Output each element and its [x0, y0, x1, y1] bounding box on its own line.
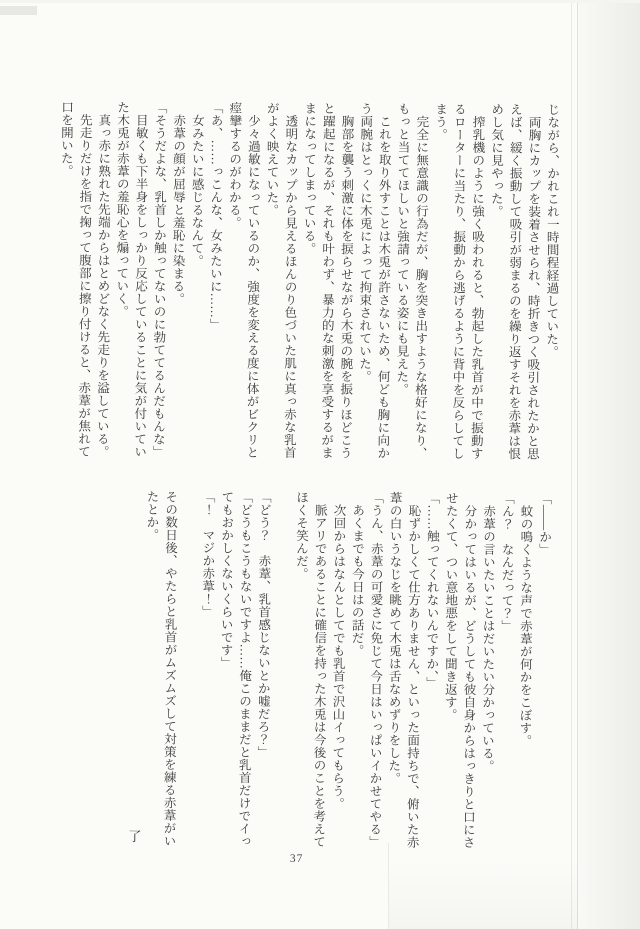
text-column: 痙攣するのがわかる。 [227, 101, 242, 230]
text-column: 恥ずかしくて仕方ありません、といった面持ちで、俯いた赤 [405, 491, 421, 849]
text-column: 「どう？ 赤葦、乳首感じないとか嘘だろ？」 [255, 490, 272, 759]
text-column: 搾乳機のように強く吸われると、勃起した乳首が中で振動す [469, 102, 486, 460]
text-column: 「そうだよな、乳首しか触ってないのに勃ててるんだもんな」 [151, 101, 168, 459]
page-number: 37 [289, 852, 304, 865]
text-column: 「どうもこうもないですよ……俺このままだと乳首だけでイっ [236, 490, 253, 848]
text-column: 透明なカップから見えるほんのり色づいた肌に真っ赤な乳首 [282, 101, 299, 459]
end-mark: 了 [128, 829, 142, 845]
text-column: 少々過敏になっているのか、強度を変える度に体がビクリと [244, 101, 261, 459]
text-column: 両胸にカップを装着させられ、時折きつく吸引されたかと思 [525, 103, 542, 461]
text-column: じながら、かれこれ一時間程経過していた。 [544, 103, 560, 359]
text-column: 葦の白いうなじを眺めて木兎は舌なめずりをした。 [386, 491, 403, 785]
text-column: 女みたいに感じるなんて。 [189, 101, 205, 268]
text-column [178, 490, 199, 847]
text-column: 口を開いた。 [59, 100, 74, 178]
text-column: まになってしまっている。 [301, 101, 317, 255]
text-column: めし気に見やった。 [489, 102, 504, 218]
text-column: た木兎が赤葦の羞恥心を煽っていく。 [114, 100, 130, 318]
text-column: 分かってはいるが、どうしても彼自身からはっきりと口にさ [461, 491, 478, 849]
text-column: 脈アリであることに確信を持った木兎は今後のことを考えて [311, 490, 328, 849]
text-column: 「ん？ なんだって？」 [499, 491, 515, 633]
text-column: てもおかしくないくらいです」 [218, 490, 234, 670]
text-column: 胸部を襲う刺激に体を捩らせながら木兎の腕を振りほどこう [338, 102, 355, 460]
text-column: まう。 [433, 102, 448, 141]
text-column: 「あ、……っこんな、女みたいに……」 [208, 101, 224, 331]
text-tier-upper [55, 101, 562, 470]
text-column: せたくて、つい意地悪をして聞き返す。 [443, 491, 459, 722]
text-column: たとか。 [144, 490, 160, 542]
text-column: ほくそ笑んだ。 [294, 490, 309, 581]
text-column: 赤葦の顔が屈辱と羞恥に染まる。 [170, 101, 186, 306]
text-column: あくまでも今日はの話だ。 [349, 491, 365, 657]
text-column: 「うん、赤葦の可愛さに免じて今日はいっぱいイかせてやる」 [367, 491, 384, 849]
text-column: その数日後、やたらと乳首がムズムズして対策を練る赤葦がい [161, 490, 178, 848]
text-column: 目敏くも下半身をしっかり反応していることに気が付いてい [132, 101, 149, 459]
text-column: えば、緩く振動して吸引が弱まるのを繰り返すそれを赤葦は恨 [506, 102, 523, 461]
text-column: 「……触ってくれないんですか、」 [424, 491, 440, 690]
text-tier-lower [141, 490, 554, 849]
text-column: 「――か」 [537, 492, 552, 556]
text-column: 赤葦の言いたいことはだいたい分かっている。 [480, 491, 496, 773]
text-column: もっと当ててほしいと強請っている姿にも見えた。 [394, 102, 411, 396]
text-column: がよく映えていた。 [264, 101, 280, 217]
text-column: るローターに当たり、振動から逃げるように背中を反らしてし [450, 102, 467, 460]
text-column: 先走りだけを指で掬って腹部に擦り付けると、赤葦が焦れて [76, 100, 93, 458]
text-column [271, 491, 292, 848]
text-column: 完全に無意識の行為だが、胸を突き出すような格好になり、 [413, 102, 429, 460]
text-column: 次回からはなんとしてでも乳首で沢山イってもらう。 [330, 491, 347, 810]
text-column: と躍起になるが、それも叶わず、暴力的な刺激を享受するがま [319, 102, 336, 460]
text-column: 真っ赤に熟れた先端からはとめどなく先走りを溢している。 [95, 100, 112, 458]
text-column: これを取り外すことは木兎が許さないため、何ども胸に向か [375, 102, 392, 460]
text-column: 「！ マジか赤葦！」 [200, 490, 216, 618]
text-column: う両腕はとっくに木兎によって拘束されていた。 [357, 102, 373, 383]
text-column: 蚊の鳴くような声で赤葦が何かをこぼす。 [517, 492, 534, 748]
